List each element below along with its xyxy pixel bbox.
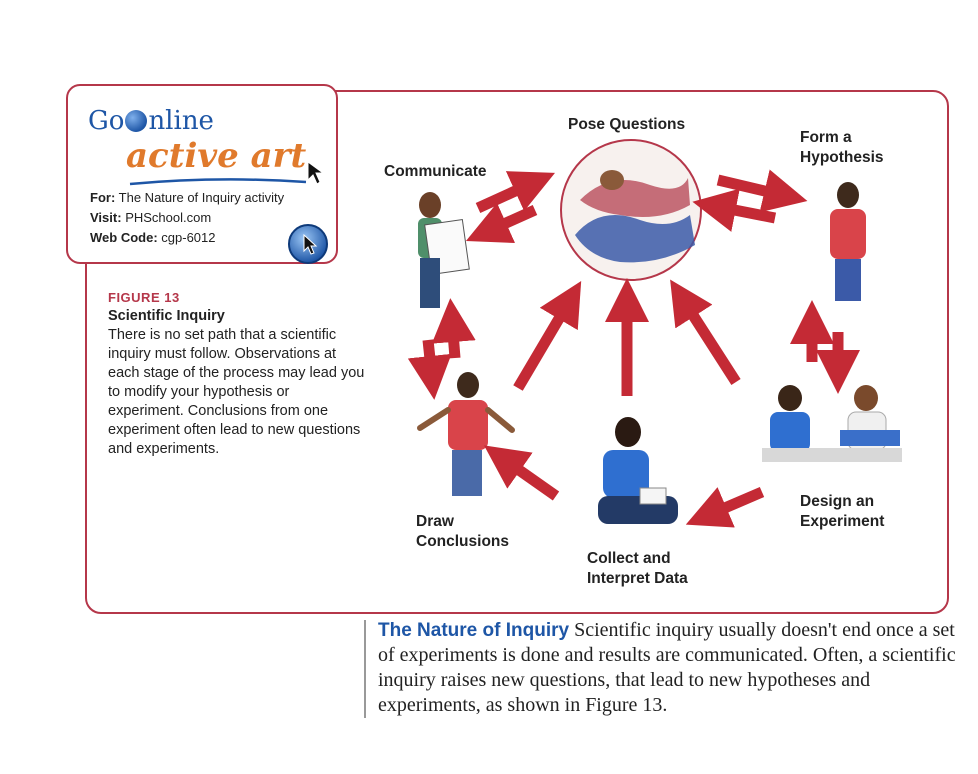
cursor-icon <box>306 160 330 188</box>
arrow-pose-to-communicate <box>486 210 535 232</box>
communicate-figure <box>418 192 469 308</box>
label-collect-data: Collect and Interpret Data <box>587 550 688 587</box>
active-art-logo: active art <box>126 136 307 176</box>
webcode-line: Web Code: cgp-6012 <box>90 230 216 245</box>
go-online-logo: Go nline <box>88 106 214 136</box>
pointer-icon <box>290 226 326 262</box>
body-paragraph <box>378 618 958 718</box>
click-icon[interactable] <box>288 224 328 264</box>
label-draw-conclusions: Draw Conclusions <box>416 513 510 550</box>
arrow-hypothesis-to-pose <box>714 206 775 218</box>
figure-caption <box>108 288 368 459</box>
hypothesis-figure <box>830 182 866 301</box>
figure-number: FIGURE 13 <box>108 290 180 305</box>
figure-description: There is no set path that a scientific inquiry must follow. Observations at each stage of the process may lead you to modify your hypothesis or experiment. Conclusions from one experiment often lead to new questions and experiments. <box>108 327 365 457</box>
arrow-communicate-to-pose <box>478 182 535 208</box>
swoosh-icon <box>128 174 308 190</box>
draw-conclusions-figure <box>420 372 512 496</box>
arrow-draw-to-pose <box>518 300 570 388</box>
for-line: For: The Nature of Inquiry activity <box>90 190 285 205</box>
collect-data-figure <box>598 417 678 524</box>
go-online-box[interactable] <box>66 84 338 264</box>
label-communicate: Communicate <box>384 163 487 180</box>
arrow-collect-to-draw <box>502 458 556 496</box>
arrow-design-to-collect <box>706 492 762 516</box>
visit-line[interactable]: Visit: PHSchool.com <box>90 210 212 225</box>
margin-rule <box>364 620 366 718</box>
label-design-experiment: Design an Experiment <box>800 493 885 530</box>
globe-icon <box>125 110 147 132</box>
body-text: Scientific inquiry usually doesn't end once a set of experiments is done and results are communicated. Often, a scientific inquiry raises new questions, that lead to new hypotheses and experiments, as shown in Figure 13. <box>378 619 956 716</box>
figure-title: Scientific Inquiry <box>108 308 225 324</box>
arrow-design-to-pose <box>682 298 736 382</box>
pose-questions-image <box>561 140 701 280</box>
arrow-pose-to-hypothesis <box>718 180 786 196</box>
design-experiment-figure <box>762 385 902 462</box>
label-pose-questions: Pose Questions <box>568 116 686 133</box>
arrow-communicate-to-draw <box>428 340 432 378</box>
arrow-draw-to-communicate <box>452 320 455 358</box>
section-heading: The Nature of Inquiry <box>378 620 570 641</box>
label-form-hypothesis: Form a Hypothesis <box>800 129 884 166</box>
